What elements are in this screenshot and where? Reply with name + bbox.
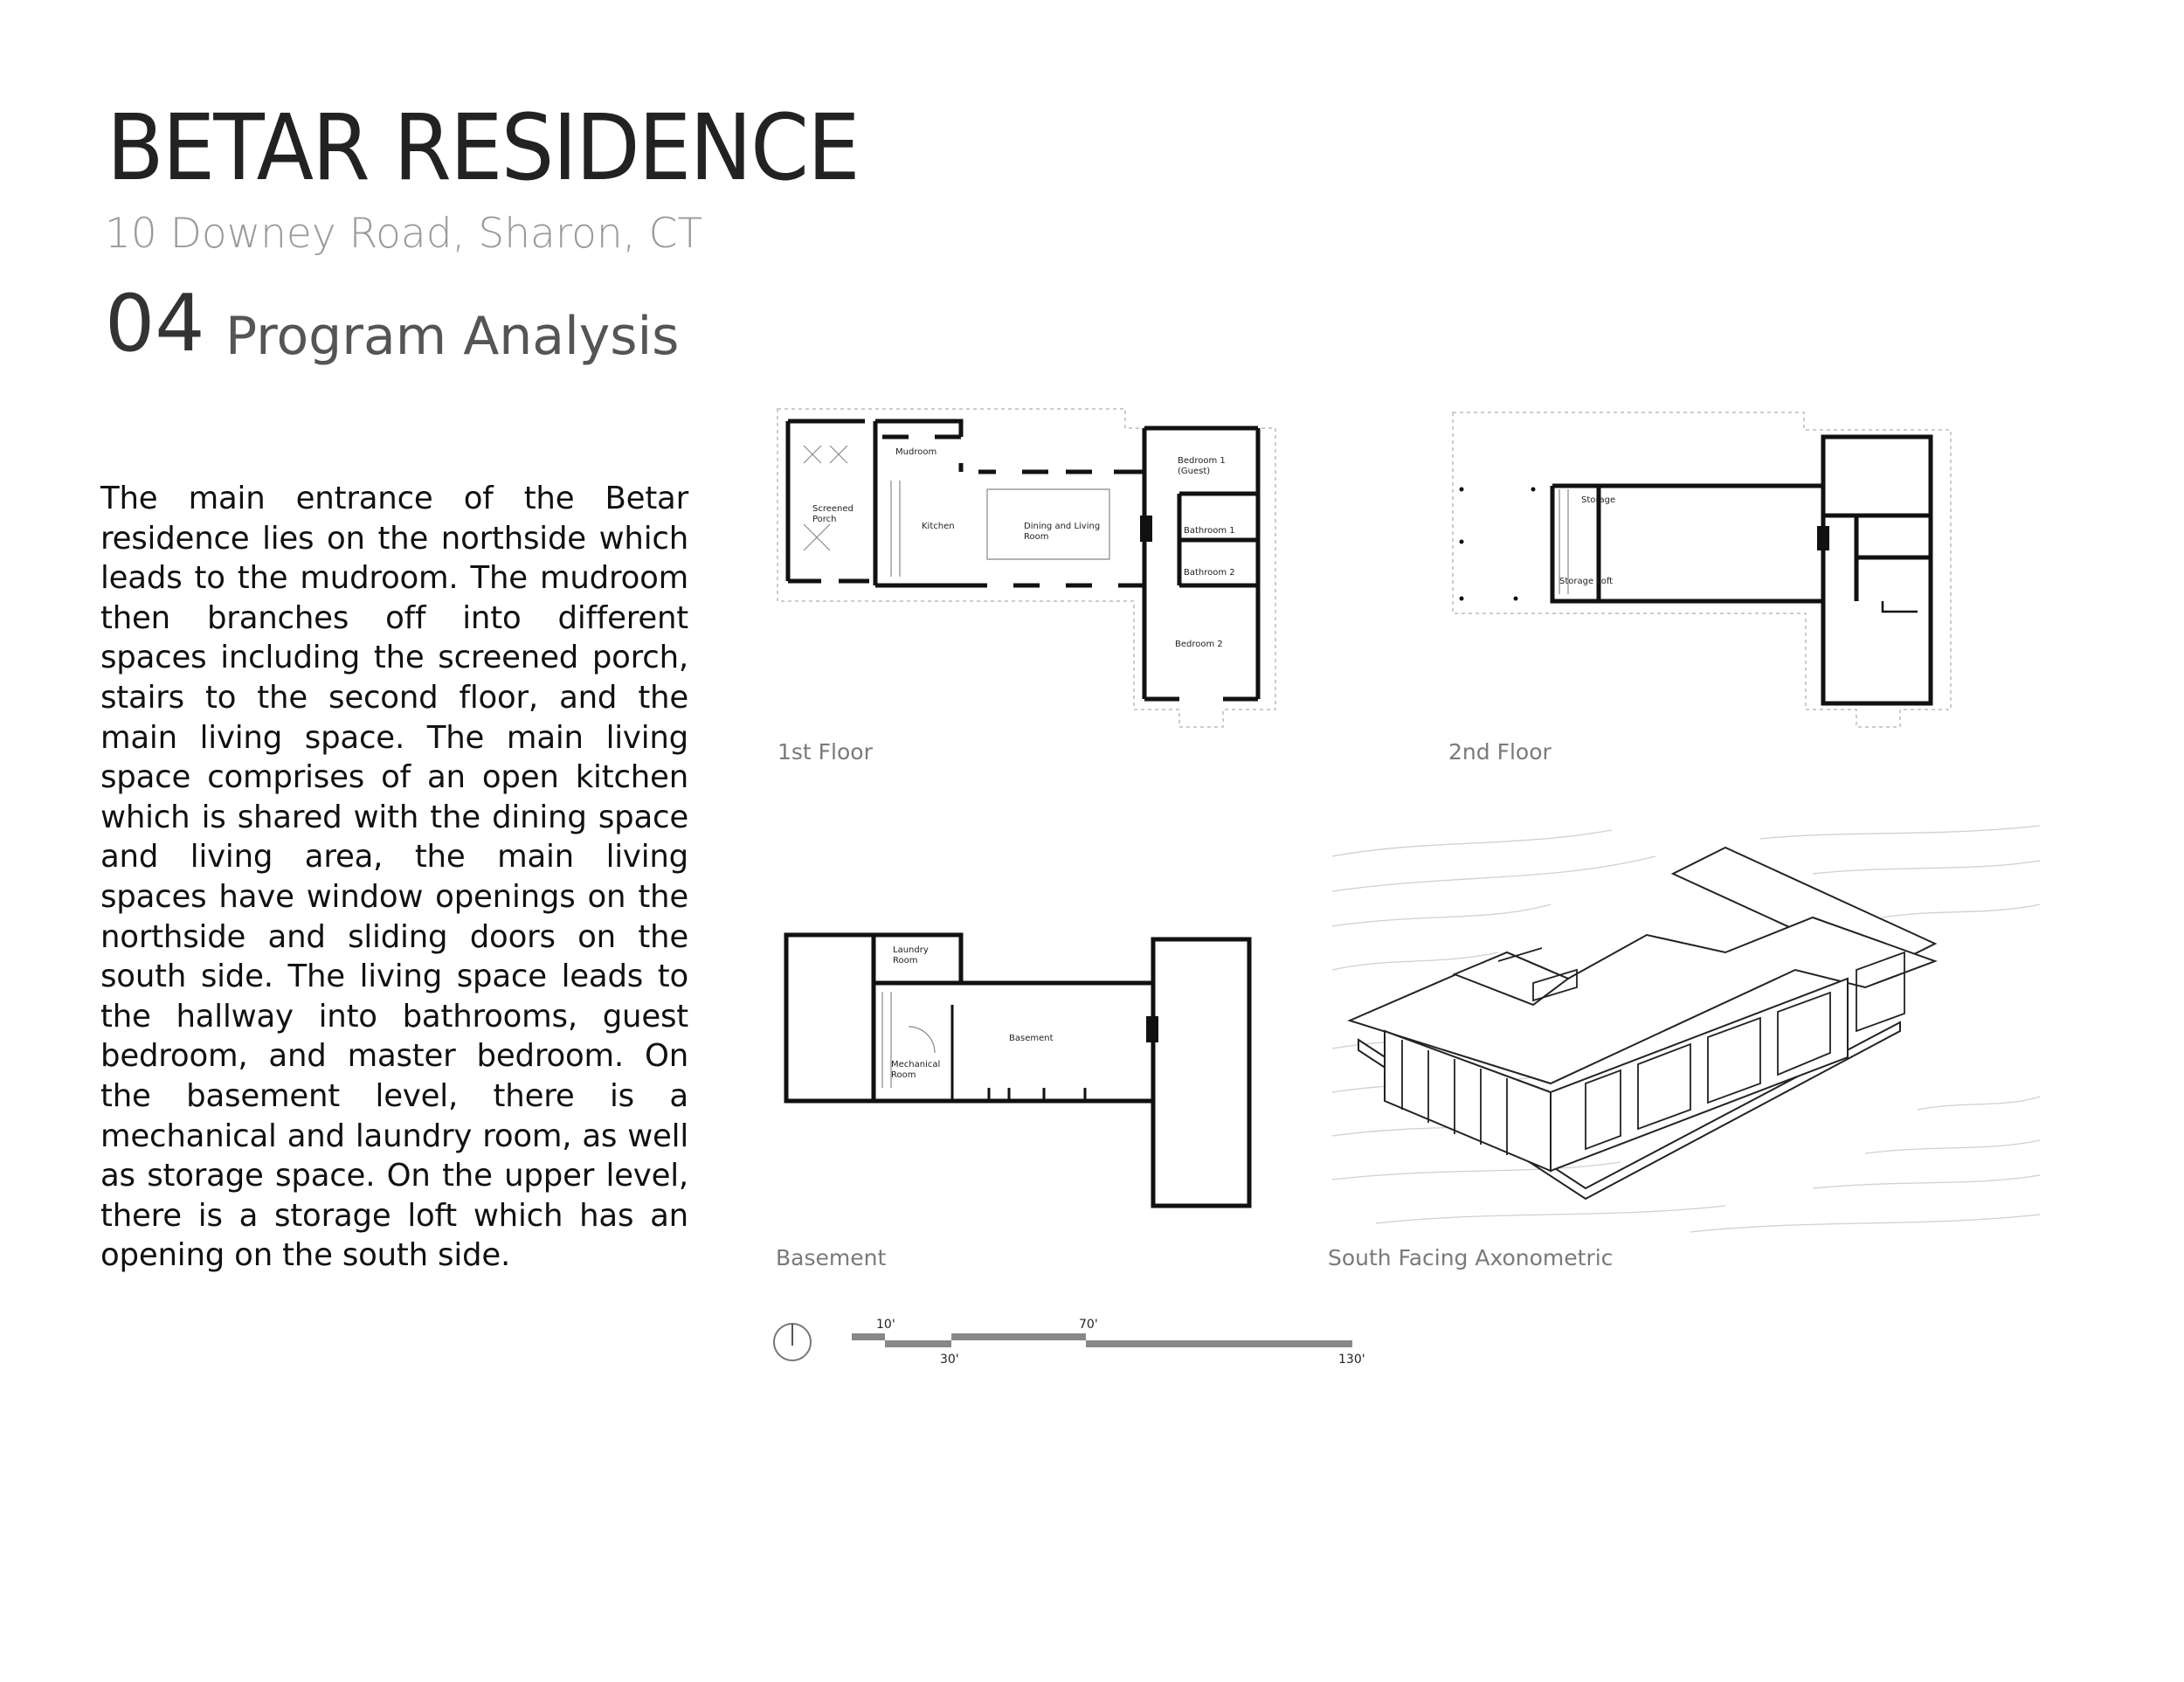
room-label-laundry-2: Room xyxy=(893,956,918,966)
room-label-screened-porch-2: Porch xyxy=(812,515,837,524)
room-label-storage: Storage xyxy=(1581,495,1616,505)
room-label-bathroom-1: Bathroom 1 xyxy=(1184,526,1235,536)
second-floor-caption: 2nd Floor xyxy=(1448,739,1552,765)
room-label-mudroom: Mudroom xyxy=(895,447,937,457)
section-title: Program Analysis xyxy=(225,306,680,367)
first-floor-caption: 1st Floor xyxy=(778,739,873,765)
room-label-bathroom-2: Bathroom 2 xyxy=(1184,568,1235,578)
room-label-laundry: Laundry xyxy=(893,945,929,955)
first-floor-plan xyxy=(769,402,1284,734)
room-label-basement: Basement xyxy=(1009,1034,1054,1043)
room-label-bedroom-2: Bedroom 2 xyxy=(1175,640,1223,649)
room-label-screened-porch: Screened xyxy=(812,504,854,514)
section-number: 04 xyxy=(105,278,205,370)
room-label-bedroom-1: Bedroom 1 xyxy=(1178,456,1226,466)
basement-caption: Basement xyxy=(776,1245,887,1270)
second-floor-plan xyxy=(1446,402,1961,734)
page-title: BETAR RESIDENCE xyxy=(107,94,859,201)
axonometric-caption: South Facing Axonometric xyxy=(1328,1245,1614,1270)
project-address: 10 Downey Road, Sharon, CT xyxy=(105,210,703,258)
scale-legend xyxy=(769,1311,1380,1381)
scale-label-10: 10' xyxy=(876,1318,895,1332)
room-label-dining-living: Dining and Living xyxy=(1024,522,1101,531)
scale-label-30: 30' xyxy=(940,1353,959,1367)
room-label-mechanical-2: Room xyxy=(891,1070,916,1080)
basement-plan xyxy=(769,922,1258,1219)
scale-label-70: 70' xyxy=(1079,1318,1098,1332)
room-label-kitchen: Kitchen xyxy=(922,522,955,531)
room-label-storage-loft: Storage Loft xyxy=(1559,577,1614,586)
room-label-dining-living-2: Room xyxy=(1024,532,1049,542)
north-arrow-icon xyxy=(774,1324,811,1360)
description-paragraph: The main entrance of the Betar residence lies on the northside which leads to the mudroom. The mudroom then branches off into different spaces including the screened porch, stairs to the second floor, and the main living space. The main living space comprises of an open kitchen which is shared with the dining space and living area, the main living spaces have window openings on the northside and sliding doors on the south side. The living space leads to the hallway into bathrooms, guest bedroom, and master bedroom. On the basement level, there is a mechanical and laundry room, as well as storage space. On the upper level, there is a storage loft which has an opening on the south side. xyxy=(100,481,688,1274)
scale-bar xyxy=(852,1333,1352,1347)
room-label-mechanical: Mechanical xyxy=(891,1060,941,1069)
room-label-bedroom-1-guest: (Guest) xyxy=(1178,467,1211,476)
south-facing-axonometric xyxy=(1324,821,2049,1241)
scale-label-130: 130' xyxy=(1338,1353,1365,1367)
